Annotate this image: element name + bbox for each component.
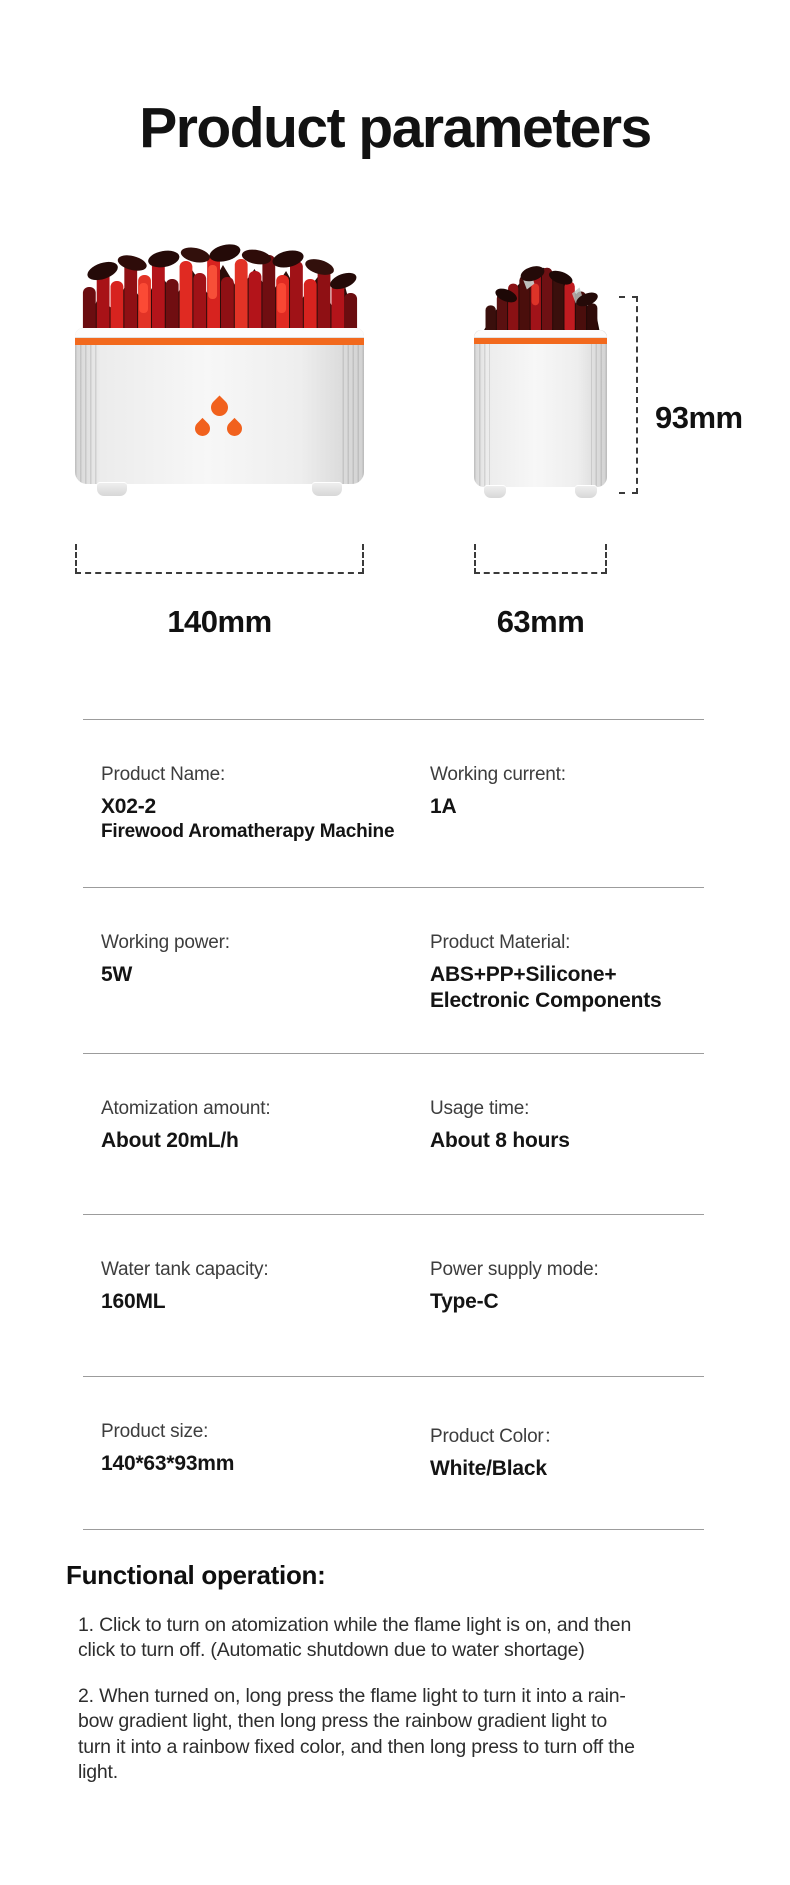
functional-operation-line: bow gradient light, then long press the rainbow gradient light to [78, 1710, 608, 1733]
side-width-label: 63mm [496, 604, 585, 639]
side-device-body [474, 330, 607, 487]
spec-value-secondary: Electronic Components [430, 989, 662, 1012]
spec-label: Working current: [430, 764, 566, 785]
spec-value: 140*63*93mm [101, 1452, 235, 1475]
front-left-ribs [75, 345, 97, 484]
side-face [474, 344, 607, 487]
side-width-bracket [474, 544, 607, 574]
spec-label: Product Material: [430, 932, 571, 953]
side-left-ribs [474, 344, 490, 487]
spec-value-secondary: Firewood Aromatherapy Machine [101, 821, 395, 842]
spec-label: Power supply mode: [430, 1259, 599, 1280]
side-left-foot [484, 485, 506, 498]
side-right-foot [575, 485, 597, 498]
height-bracket [619, 296, 638, 494]
spec-row-water-tank [83, 1214, 704, 1376]
functional-operation-line: light. [78, 1761, 118, 1784]
front-lid-rim [75, 328, 364, 338]
spec-row-working-power [83, 887, 704, 1053]
spec-label: Product Color： [430, 1426, 563, 1447]
spec-label: Working power: [101, 932, 230, 953]
side-firewood-graphic [478, 250, 603, 334]
spec-label: Product size: [101, 1421, 209, 1442]
spec-label: Atomization amount: [101, 1098, 271, 1119]
spec-row-atomization [83, 1053, 704, 1214]
spec-value: About 8 hours [430, 1129, 570, 1152]
page-title: Product parameters [139, 96, 651, 160]
spec-table [83, 719, 704, 1530]
spec-label: Product Name: [101, 764, 226, 785]
functional-operation-item-1 [78, 1613, 738, 1664]
spec-row-product-size [83, 1376, 704, 1529]
front-orange-stripe [75, 338, 364, 345]
water-drop-icon [207, 395, 231, 419]
front-face [75, 345, 364, 484]
front-width-label: 140mm [167, 604, 272, 639]
functional-operation-line: click to turn off. (Automatic shutdown due to water shortage) [78, 1639, 585, 1662]
functional-operation-heading: Functional operation: [66, 1560, 326, 1590]
front-right-foot [312, 482, 342, 496]
spec-value: 160ML [101, 1290, 166, 1313]
spec-value: About 20mL/h [101, 1129, 239, 1152]
front-device-body [75, 328, 364, 484]
height-label: 93mm [655, 400, 743, 435]
side-right-ribs [591, 344, 607, 487]
front-right-ribs [342, 345, 364, 484]
water-drop-icon [223, 418, 244, 439]
front-firewood-graphic [77, 225, 362, 335]
spec-value: 1A [430, 795, 457, 818]
front-width-bracket [75, 544, 364, 574]
spec-value: Type-C [430, 1290, 499, 1313]
spec-value: 5W [101, 963, 133, 986]
spec-value: White/Black [430, 1457, 547, 1480]
functional-operation-item-2 [78, 1684, 738, 1786]
spec-value: ABS+PP+Silicone+ [430, 963, 617, 986]
functional-operation-line: turn it into a rainbow fixed color, and then long press to turn off the [78, 1735, 635, 1758]
water-drop-icon [191, 418, 212, 439]
spec-row-product-name [83, 719, 704, 887]
water-droplets-icon [195, 399, 245, 445]
spec-label: Usage time: [430, 1098, 530, 1119]
spec-value: X02-2 [101, 795, 157, 818]
functional-operation-line: 2. When turned on, long press the flame light to turn it into a rain- [78, 1685, 626, 1707]
side-lid-rim [474, 330, 607, 338]
side-view-image [474, 250, 607, 502]
front-left-foot [97, 482, 127, 496]
functional-operation-line: 1. Click to turn on atomization while the flame light is on, and then [78, 1614, 632, 1636]
front-view-image [75, 225, 364, 500]
spec-label: Water tank capacity: [101, 1259, 269, 1280]
